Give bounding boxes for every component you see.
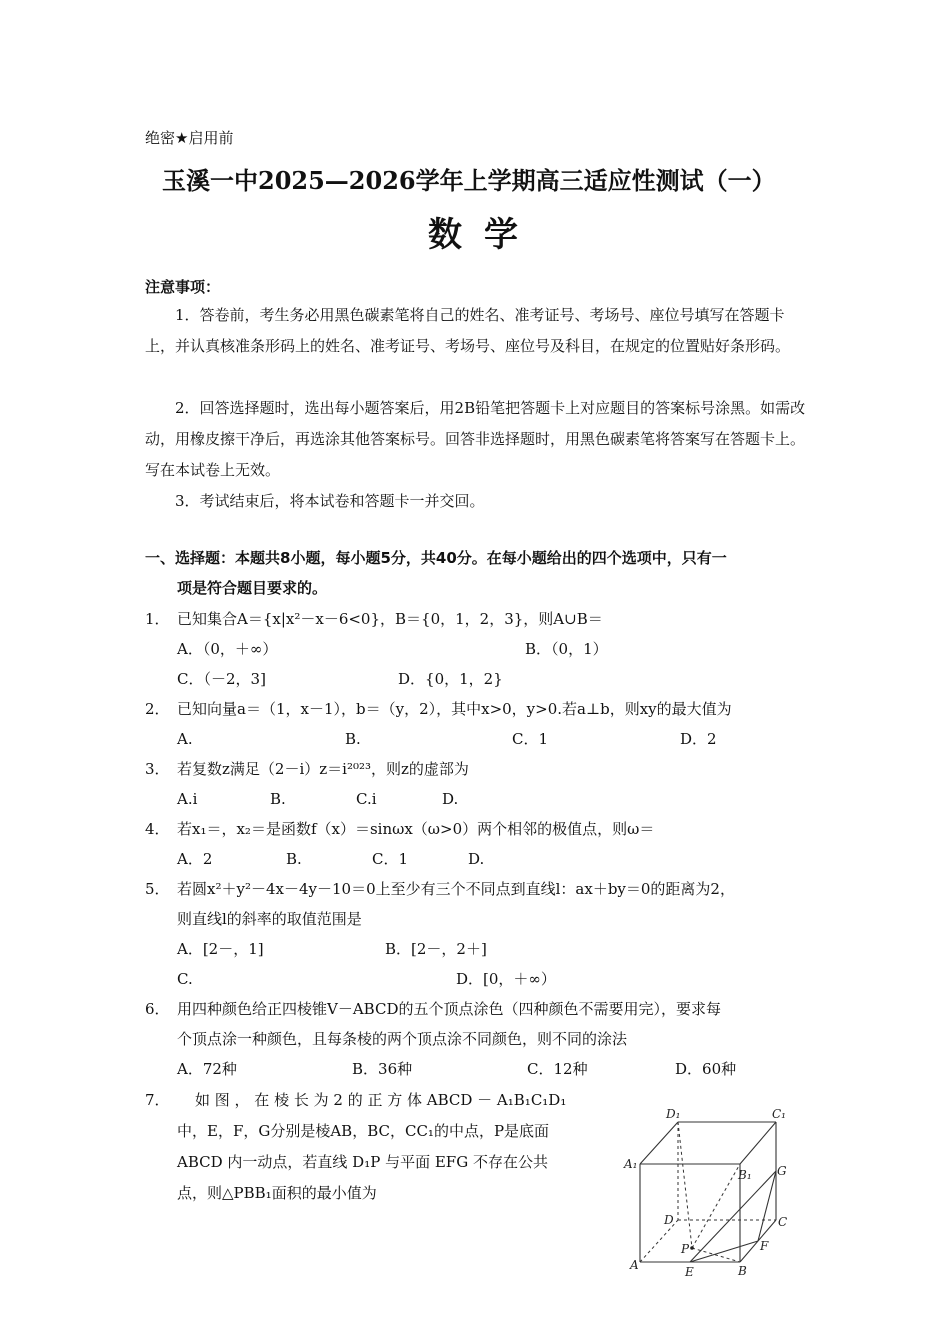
q3-option-c: C.i <box>356 790 377 808</box>
section-heading-line1: 一、选择题：本题共8小题，每小题5分，共40分。在每小题给出的四个选项中，只有一 <box>145 549 727 567</box>
q2-option-d: D．2 <box>680 730 717 748</box>
notes-heading: 注意事项： <box>145 278 221 296</box>
q3-option-b: B. <box>270 790 286 808</box>
q6-option-a: A．72种 <box>177 1060 237 1078</box>
q4-option-a: A．2 <box>177 850 213 868</box>
note-item-1: 1．答卷前，考生务必用黑色碳素笔将自己的姓名、准考证号、考场号、座位号填写在答题卡上，并认真核准条形码上的姓名、准考证号、考场号、座位号及科目，在规定的位置贴好条形码。 <box>145 306 791 355</box>
label-a: A <box>630 1258 639 1272</box>
q1-option-d: D．{0，1，2} <box>398 670 503 688</box>
q3-option-a: A.i <box>177 790 198 808</box>
label-b1: B₁ <box>738 1168 752 1182</box>
note-item-3: 3．考试结束后，将本试卷和答题卡一并交回。 <box>175 492 485 510</box>
subject-title: 数学 <box>428 215 540 255</box>
exam-title: 玉溪一中2025—2026学年上学期高三适应性测试（一） <box>162 166 776 195</box>
label-c1: C₁ <box>772 1107 786 1121</box>
q5-stem: 若圆x²＋y²－4x－4y－10＝0上至少有三个不同点到直线l：ax＋by＝0的距离为2， <box>177 880 735 898</box>
section-heading-line2: 项是符合题目要求的。 <box>177 579 328 597</box>
q4-option-c: C．1 <box>372 850 409 868</box>
q5-option-c: C. <box>177 970 193 988</box>
q7-stem-line1: 如 图 ， 在 棱 长 为 2 的 正 方 体 ABCD － A₁B₁C₁D₁ <box>195 1091 567 1109</box>
q4-option-b: B. <box>286 850 302 868</box>
q6-stem: 用四种颜色给正四棱锥V－ABCD的五个顶点涂色（四种颜色不需要用完），要求每 <box>177 1000 721 1018</box>
q3-number: 3． <box>145 760 170 778</box>
q5-option-a: A．[2－，1] <box>177 940 264 958</box>
q7-stem-line3: ABCD 内一动点，若直线 D₁P 与平面 EFG 不存在公共 <box>177 1153 548 1171</box>
edge-a1-d1 <box>640 1122 678 1164</box>
label-e: E <box>685 1265 694 1279</box>
q1-option-a: A．（0，＋∞） <box>177 640 278 658</box>
cube-figure <box>618 1098 796 1280</box>
label-f: F <box>760 1239 769 1253</box>
q7-number: 7． <box>145 1091 170 1109</box>
q5-stem-line2: 则直线l的斜率的取值范围是 <box>177 910 362 928</box>
point-p-dot <box>690 1246 694 1250</box>
q1-number: 1． <box>145 610 170 628</box>
q7-stem-line4: 点，则△PBB₁面积的最小值为 <box>177 1184 377 1202</box>
q4-number: 4． <box>145 820 170 838</box>
q2-stem: 已知向量a＝（1，x－1），b＝（y，2），其中x>0，y>0.若a⊥b，则xy的最大值为 <box>177 700 732 718</box>
q1-option-b: B．（0，1） <box>525 640 608 658</box>
q3-option-d: D. <box>442 790 459 808</box>
q4-option-d: D. <box>468 850 485 868</box>
q2-option-a: A. <box>177 730 193 748</box>
hidden-segment-p-b <box>692 1248 740 1262</box>
label-b: B <box>738 1264 747 1278</box>
label-c: C <box>778 1215 788 1229</box>
q6-number: 6． <box>145 1000 170 1018</box>
q6-stem-line2: 个顶点涂一种颜色，且每条棱的两个顶点涂不同颜色，则不同的涂法 <box>177 1030 628 1048</box>
label-d1: D₁ <box>666 1107 681 1121</box>
q2-option-c: C．1 <box>512 730 549 748</box>
q7-stem-line2: 中，E，F，G分别是棱AB，BC，CC₁的中点，P是底面 <box>177 1122 550 1140</box>
edge-b1-c1 <box>740 1122 776 1164</box>
q2-number: 2． <box>145 700 170 718</box>
q4-stem: 若x₁＝，x₂＝是函数f（x）＝sinωx（ω>0）两个相邻的极值点，则ω＝ <box>177 820 655 838</box>
hidden-segment-p-b1 <box>692 1164 740 1248</box>
q1-option-c: C．（－2，3] <box>177 670 266 688</box>
hidden-segment-d1-p <box>678 1122 692 1248</box>
q5-option-d: D．[0，＋∞） <box>456 970 556 988</box>
q5-number: 5． <box>145 880 170 898</box>
q6-option-b: B．36种 <box>352 1060 413 1078</box>
label-g: G <box>777 1164 787 1178</box>
secret-mark: 绝密★启用前 <box>145 129 234 147</box>
note-item-2: 2．回答选择题时，选出每小题答案后，用2B铅笔把答题卡上对应题目的答案标号涂黑。如需改动，用橡皮擦干净后，再选涂其他答案标号。回答非选择题时，用黑色碳素笔将答案写在答题卡上。写在本试卷上无效。 <box>145 399 806 479</box>
label-p: P <box>681 1242 690 1256</box>
q5-option-b: B．[2－，2＋] <box>385 940 487 958</box>
q6-option-c: C．12种 <box>527 1060 588 1078</box>
q3-stem: 若复数z满足（2－i）z＝i²⁰²³，则z的虚部为 <box>177 760 469 778</box>
q2-option-b: B. <box>345 730 361 748</box>
q1-stem: 已知集合A＝{x|x²－x－6<0}，B＝{0，1，2，3}，则A∪B＝ <box>177 610 603 628</box>
label-d: D <box>664 1213 674 1227</box>
label-a1: A₁ <box>624 1157 638 1171</box>
q6-option-d: D．60种 <box>675 1060 737 1078</box>
